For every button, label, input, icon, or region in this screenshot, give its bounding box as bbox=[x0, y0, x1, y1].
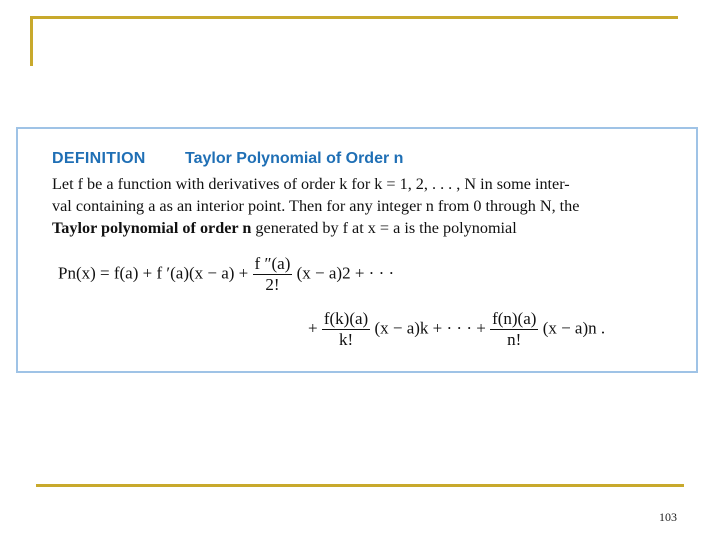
paragraph-line-1: Let f be a function with derivatives of order k for k = 1, 2, . . . , N in some inter- bbox=[52, 175, 570, 193]
page-number: 103 bbox=[659, 510, 677, 524]
top-horizontal-rule bbox=[30, 16, 678, 19]
taylor-polynomial-term: Taylor polynomial of order n bbox=[52, 219, 252, 237]
formula-term2-tail: (x − a)2 + · · · bbox=[296, 263, 395, 283]
fraction-denominator: k! bbox=[338, 330, 354, 349]
formula-term-n-tail: (x − a)n . bbox=[542, 318, 606, 338]
fraction-nth-derivative bbox=[490, 309, 538, 350]
definition-label: DEFINITION bbox=[52, 150, 146, 167]
fraction-numerator: f(k)(a) bbox=[323, 309, 369, 328]
fraction-second-derivative bbox=[253, 254, 293, 295]
bottom-horizontal-rule bbox=[36, 484, 684, 487]
paragraph-line-3-rest: generated by f at x = a is the polynomial bbox=[251, 219, 517, 237]
paragraph-line-2: val containing a as an interior point. Then for any integer n from 0 through N, the bbox=[52, 197, 580, 215]
fraction-denominator: n! bbox=[507, 330, 522, 349]
formula-line-1 bbox=[58, 254, 394, 295]
fraction-kth-derivative bbox=[322, 309, 370, 350]
fraction-numerator: f(n)(a) bbox=[492, 309, 537, 328]
top-vertical-rule bbox=[30, 16, 33, 66]
plus-sign: + bbox=[308, 318, 318, 338]
formula-term-k-tail: (x − a)k + · · · + bbox=[374, 318, 486, 338]
definition-heading bbox=[52, 150, 404, 168]
formula-lhs: Pn(x) = f(a) + f ′(a)(x − a) + bbox=[58, 263, 249, 283]
formula-line-2 bbox=[308, 309, 605, 350]
definition-title: Taylor Polynomial of Order n bbox=[185, 150, 404, 167]
definition-box bbox=[16, 127, 698, 373]
paragraph-line-3 bbox=[52, 217, 682, 239]
definition-paragraph bbox=[52, 173, 682, 239]
fraction-numerator: f ″(a) bbox=[254, 254, 291, 273]
fraction-denominator: 2! bbox=[265, 275, 280, 294]
